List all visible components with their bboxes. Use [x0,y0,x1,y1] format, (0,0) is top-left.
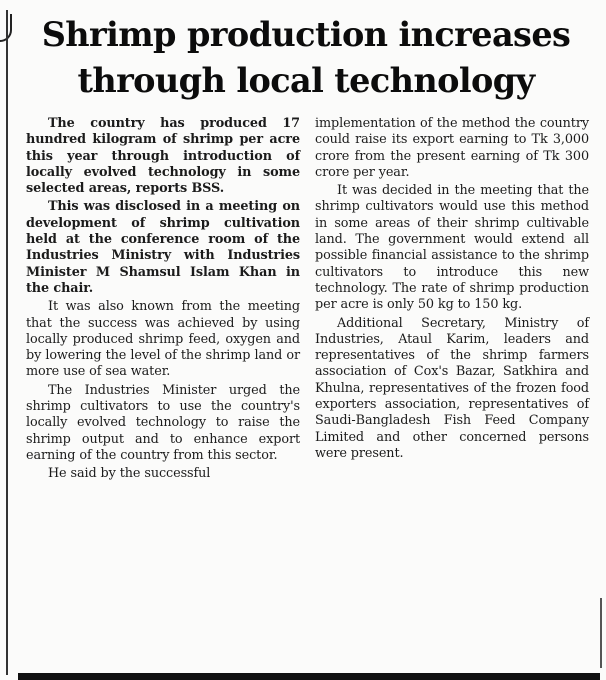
paragraph: implementation of the method the country could raise its export earning to Tk 3,000 crore from the present earning of Tk 300 crore per year. [315,116,589,180]
paragraph: He said by the successful [48,466,211,482]
article-right-column [315,116,589,464]
headline-line-2: through local technology [77,61,535,100]
paragraph: This was disclosed in a meeting on development of shrimp cultivation held at the conference room of the Industries Ministry with Industries Minister M Shamsul Islam Khan in the chair. [26,199,300,296]
headline-line-1: Shrimp production increases [41,15,571,54]
bottom-border [18,673,600,680]
paragraph: The Industries Minister urged the shrimp cultivators to use the country's locally evolved technology to raise the shrimp output and to enhance export earning of the country from this sector. [26,382,300,463]
paragraph: It was decided in the meeting that the shrimp cultivators would use this method in some areas of their shrimp cultivable land. The government would extend all possible financial assistance to the shrimp cultivators to introduce this new technology. The rate of shrimp production per acre is only 50 kg to 150 kg. [315,183,589,313]
article-headline [12,12,600,104]
right-edge-rule [600,598,602,668]
left-column-rule [6,10,8,675]
paragraph: Additional Secretary, Ministry of Industries, Ataul Karim, leaders and representatives of the shrimp farmers association of Cox's Bazar, Satkhira and Khulna, representatives of the frozen food exporters association, representatives of Saudi-Bangladesh Fish Feed Company Limited and other concerned persons were present. [315,315,589,461]
paragraph-intro: The country has produced 17 hundred kilogram of shrimp per acre this year through introduction of locally evolved technology in some selected areas, reports BSS. [26,116,300,197]
paragraph: It was also known from the meeting that the success was achieved by using locally produced shrimp feed, oxygen and by lowering the level of the shrimp land or more use of sea water. [26,299,300,380]
article-left-column [26,116,300,485]
